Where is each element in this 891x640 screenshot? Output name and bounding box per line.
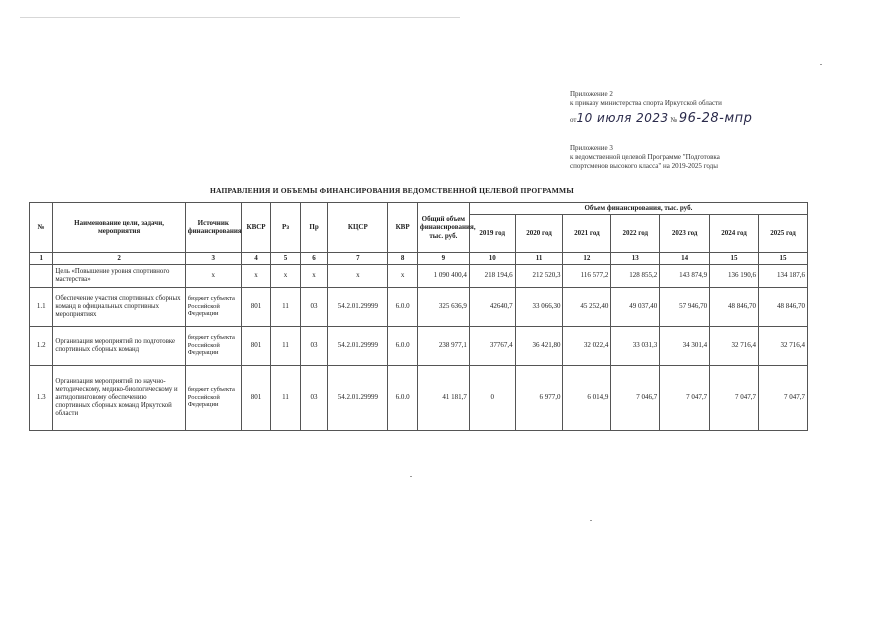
cell-kvsr: 801	[241, 287, 271, 326]
col-header-year: 2019 год	[469, 214, 515, 252]
header-row-1	[30, 203, 808, 215]
cell-no: 1.3	[30, 365, 53, 430]
cell-rz: х	[271, 264, 301, 287]
cell-name: Цель «Повышение уровня спортивного мастерства»	[53, 264, 185, 287]
cell-year-value: 128 855,2	[611, 264, 660, 287]
cell-kcsr: 54.2.01.29999	[328, 365, 388, 430]
cell-rz: 11	[271, 287, 301, 326]
cell-year-value: 6 014,9	[563, 365, 611, 430]
order-signature-line	[570, 111, 752, 126]
cell-year-value: 7 047,7	[660, 365, 710, 430]
scan-artifact-dot	[590, 520, 592, 521]
cell-source: х	[185, 264, 241, 287]
cell-year-value: 48 846,70	[710, 287, 759, 326]
cell-year-value: 7 047,7	[710, 365, 759, 430]
cell-year-value: 48 846,70	[758, 287, 807, 326]
sig-prefix: от	[570, 116, 577, 124]
cell-year-value: 32 716,4	[758, 326, 807, 365]
column-number: 15	[758, 252, 807, 264]
cell-kcsr: 54.2.01.29999	[328, 326, 388, 365]
scan-artifact-dot	[820, 64, 822, 65]
col-header-kcsr: КЦСР	[328, 203, 388, 253]
column-number-row	[30, 252, 808, 264]
cell-rz: 11	[271, 365, 301, 430]
cell-year-value: 33 031,3	[611, 326, 660, 365]
cell-total: 325 636,9	[417, 287, 469, 326]
column-number: 2	[53, 252, 185, 264]
table-row	[30, 326, 808, 365]
col-header-kvsr: КВСР	[241, 203, 271, 253]
cell-source: бюджет субъекта Российской Федерации	[185, 326, 241, 365]
cell-kcsr: х	[328, 264, 388, 287]
appendix-3-line2: к ведомственной целевой Программе "Подготовка	[570, 153, 720, 161]
cell-name: Организация мероприятий по подготовке спортивных сборных команд	[53, 326, 185, 365]
appendix-3-block	[570, 144, 720, 171]
col-header-year: 2025 год	[758, 214, 807, 252]
column-number: 7	[328, 252, 388, 264]
cell-year-value: 34 301,4	[660, 326, 710, 365]
cell-year-value: 32 022,4	[563, 326, 611, 365]
col-header-year: 2020 год	[515, 214, 563, 252]
cell-kvsr: 801	[241, 326, 271, 365]
cell-kcsr: 54.2.01.29999	[328, 287, 388, 326]
col-header-year: 2024 год	[710, 214, 759, 252]
cell-year-value: 37767,4	[469, 326, 515, 365]
appendix-3-line1: Приложение 3	[570, 144, 613, 152]
cell-no: 1.2	[30, 326, 53, 365]
cell-source: бюджет субъекта Российской Федерации	[185, 287, 241, 326]
column-number: 1	[30, 252, 53, 264]
column-number: 6	[300, 252, 327, 264]
cell-pr: 03	[300, 287, 327, 326]
column-number: 4	[241, 252, 271, 264]
column-number: 5	[271, 252, 301, 264]
cell-kvsr: 801	[241, 365, 271, 430]
document-title: НАПРАВЛЕНИЯ И ОБЪЕМЫ ФИНАНСИРОВАНИЯ ВЕДОМСТВЕННОЙ ЦЕЛЕВОЙ ПРОГРАММЫ	[210, 186, 574, 195]
col-header-pr: Пр	[300, 203, 327, 253]
cell-source: бюджет субъекта Российской Федерации	[185, 365, 241, 430]
handwritten-order-number: 96-28-мпр	[678, 111, 753, 126]
col-header-year: 2022 год	[611, 214, 660, 252]
col-header-year: 2023 год	[660, 214, 710, 252]
sig-no-label: №	[670, 116, 678, 124]
appendix-2-line2: к приказу министерства спорта Иркутской области	[570, 99, 722, 107]
column-number: 14	[660, 252, 710, 264]
cell-year-value: 33 066,30	[515, 287, 563, 326]
cell-name: Организация мероприятий по научно-методическому, медико-биологическому и антидопинговому обеспечению спортивных сборных команд Иркутской области	[53, 365, 185, 430]
cell-year-value: 218 194,6	[469, 264, 515, 287]
cell-kvr: 6.0.0	[388, 365, 418, 430]
cell-kvsr: х	[241, 264, 271, 287]
col-header-total: Общий объем финансирования, тыс. руб.	[417, 203, 469, 253]
scan-artifact-dot	[410, 476, 412, 477]
cell-rz: 11	[271, 326, 301, 365]
col-header-year: 2021 год	[563, 214, 611, 252]
cell-year-value: 36 421,80	[515, 326, 563, 365]
col-header-kvr: КВР	[388, 203, 418, 253]
cell-kvr: 6.0.0	[388, 326, 418, 365]
column-number: 9	[417, 252, 469, 264]
cell-year-value: 143 874,9	[660, 264, 710, 287]
cell-total: 1 090 400,4	[417, 264, 469, 287]
cell-total: 238 977,1	[417, 326, 469, 365]
funding-table	[29, 202, 808, 431]
cell-total: 41 181,7	[417, 365, 469, 430]
col-header-funding-group: Объем финансирования, тыс. руб.	[469, 203, 807, 215]
column-number: 12	[563, 252, 611, 264]
cell-year-value: 136 190,6	[710, 264, 759, 287]
table-row-goal	[30, 264, 808, 287]
column-number: 15	[710, 252, 759, 264]
cell-year-value: 32 716,4	[710, 326, 759, 365]
scan-artifact-line	[20, 17, 460, 18]
column-number: 3	[185, 252, 241, 264]
cell-year-value: 6 977,0	[515, 365, 563, 430]
table-row	[30, 365, 808, 430]
cell-year-value: 42640,7	[469, 287, 515, 326]
column-number: 13	[611, 252, 660, 264]
cell-year-value: 7 046,7	[611, 365, 660, 430]
cell-kvr: х	[388, 264, 418, 287]
cell-no: 1.1	[30, 287, 53, 326]
cell-year-value: 212 520,3	[515, 264, 563, 287]
cell-year-value: 134 187,6	[758, 264, 807, 287]
column-number: 10	[469, 252, 515, 264]
cell-kvr: 6.0.0	[388, 287, 418, 326]
column-number: 11	[515, 252, 563, 264]
column-number: 8	[388, 252, 418, 264]
appendix-2-block	[570, 90, 722, 108]
handwritten-date: 10 июля 2023	[576, 111, 669, 125]
col-header-name: Наименование цели, задачи, мероприятия	[53, 203, 185, 253]
cell-year-value: 116 577,2	[563, 264, 611, 287]
cell-pr: х	[300, 264, 327, 287]
cell-pr: 03	[300, 365, 327, 430]
cell-name: Обеспечение участия спортивных сборных команд в официальных спортивных мероприятиях	[53, 287, 185, 326]
cell-year-value: 7 047,7	[758, 365, 807, 430]
col-header-rz: Рз	[271, 203, 301, 253]
table-row	[30, 287, 808, 326]
appendix-3-line3: спортсменов высокого класса" на 2019-2025 годы	[570, 162, 718, 170]
cell-pr: 03	[300, 326, 327, 365]
cell-year-value: 57 946,70	[660, 287, 710, 326]
cell-year-value: 49 037,40	[611, 287, 660, 326]
cell-year-value: 0	[469, 365, 515, 430]
col-header-source: Источник финансирования	[185, 203, 241, 253]
col-header-no: №	[30, 203, 53, 253]
appendix-2-line1: Приложение 2	[570, 90, 613, 98]
cell-no	[30, 264, 53, 287]
cell-year-value: 45 252,40	[563, 287, 611, 326]
